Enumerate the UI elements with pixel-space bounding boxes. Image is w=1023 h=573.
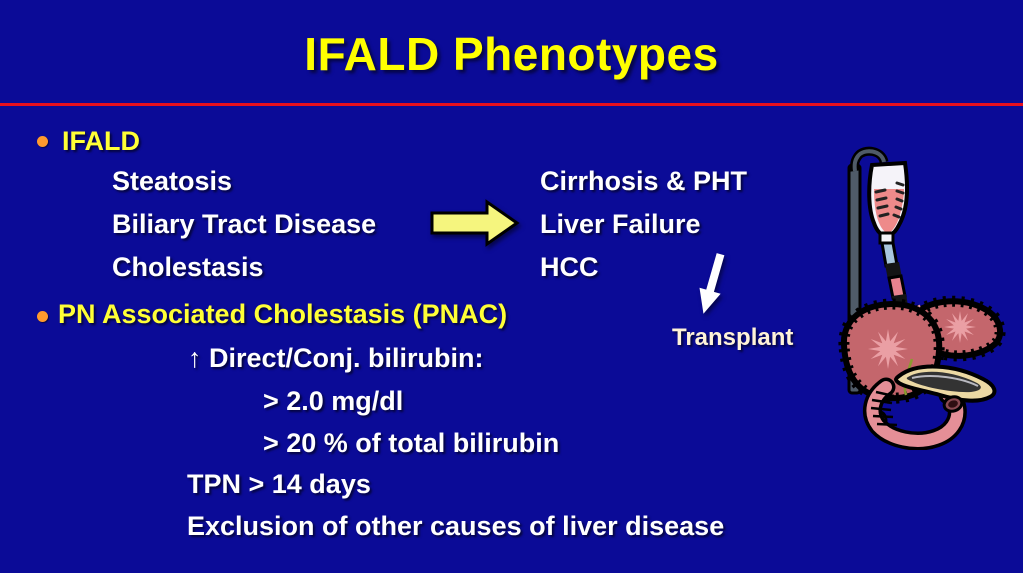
pnac-bilirubin-heading: ↑ Direct/Conj. bilirubin: xyxy=(188,343,484,373)
right-arrow-icon xyxy=(430,199,520,247)
phenotype-item-steatosis: Steatosis xyxy=(112,166,233,196)
slide-title: IFALD Phenotypes xyxy=(304,28,719,80)
transplant-label: Transplant xyxy=(672,324,794,351)
outcome-item-liver-failure: Liver Failure xyxy=(540,209,701,239)
pnac-criterion-bilirubin-percent: > 20 % of total bilirubin xyxy=(263,428,560,458)
title-divider-line xyxy=(0,103,1023,106)
iv-bag xyxy=(869,163,907,243)
iv-bag-liver-illustration-icon xyxy=(822,145,1017,450)
phenotype-item-biliary-tract-disease: Biliary Tract Disease xyxy=(112,209,377,239)
pnac-criterion-tpn-duration: TPN > 14 days xyxy=(187,469,371,499)
outcome-item-cirrhosis-pht: Cirrhosis & PHT xyxy=(540,166,748,196)
bullet-dot-icon xyxy=(37,136,48,147)
ifald-heading: IFALD xyxy=(62,126,140,156)
pnac-criterion-bilirubin-level: > 2.0 mg/dl xyxy=(263,386,404,416)
bullet-dot-icon xyxy=(37,311,48,322)
outcome-item-hcc: HCC xyxy=(540,252,599,282)
pnac-criterion-exclusion: Exclusion of other causes of liver disease xyxy=(187,511,725,541)
phenotype-item-cholestasis: Cholestasis xyxy=(112,252,264,282)
pnac-heading: PN Associated Cholestasis (PNAC) xyxy=(58,299,508,329)
down-right-arrow-icon xyxy=(697,253,743,323)
